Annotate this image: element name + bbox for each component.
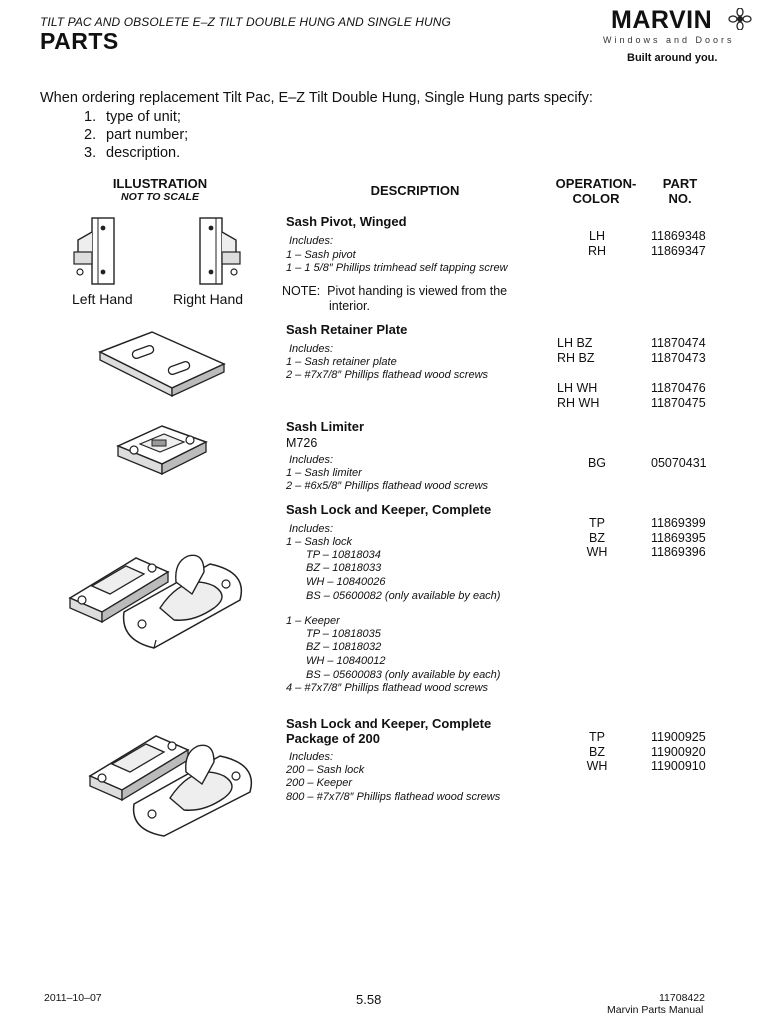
op-cell [560,730,634,774]
intro-text: When ordering replacement Tilt Pac, E–Z Tilt Double Hung, Single Hung parts specify: [40,90,593,106]
include-sub: BZ – 10818032 [306,641,382,653]
item-title-2: Package of 200 [286,731,380,746]
sash-limiter-illustration [112,416,212,486]
part-number: 11870473 [651,350,706,365]
part-number: 05070431 [651,456,707,470]
col-not-to-scale: NOT TO SCALE [121,191,199,203]
item-title: Sash Limiter [286,419,365,434]
step-text: description. [106,145,181,161]
include-sub: BS – 05600082 (only available by each) [306,590,501,602]
op-value: BG [587,456,607,470]
step-item [84,144,188,162]
part-number: 11869399 [651,516,706,530]
col-part-label: PART [662,176,698,191]
op-cell [557,336,595,365]
col-operation-color [548,176,644,206]
col-illustration [100,176,220,203]
part-cell [651,381,706,410]
sash-pivot-right-illustration [188,212,248,292]
include-sub: WH – 10840026 [306,576,386,588]
marvin-logo [597,6,757,70]
step-item [84,108,188,126]
part-number: 11900925 [651,730,706,744]
op-cell [560,229,634,258]
note-text-2: interior. [329,299,370,313]
op-value: WH [586,759,608,773]
include-line: 4 – #7x7/8″ Phillips flathead wood screws [286,682,489,694]
step-num: 2. [84,127,97,143]
item-title: Sash Pivot, Winged [286,214,407,229]
include-sub: BZ – 10818033 [306,562,382,574]
includes-label: Includes: [289,454,334,466]
step-item [84,126,188,144]
col-no-label: NO. [668,191,692,206]
op-cell [560,516,634,560]
item-title: Sash Lock and Keeper, Complete [286,716,492,731]
note-text: Pivot handing is viewed from the [327,284,508,298]
op-value: BZ [589,744,605,759]
intro-steps [84,108,188,162]
include-line: 200 – Keeper [286,777,353,789]
part-number: 11870476 [651,381,706,395]
logo-tagline: Built around you. [627,52,718,64]
pivot-note [282,284,507,299]
part-number: 11869348 [651,229,706,243]
col-illustration-label: ILLUSTRATION [112,176,208,191]
step-num: 3. [84,145,97,161]
include-sub: TP – 10818034 [306,549,381,561]
part-cell [651,336,706,365]
footer-date: 2011–10–07 [44,992,102,1004]
page-number: 5.58 [356,992,382,1007]
include-line: 1 – 1 5/8″ Phillips trimhead self tapping screw [286,262,508,274]
footer-doc-number: 11708422 [659,992,705,1004]
sash-retainer-plate-illustration [92,326,232,406]
col-description: DESCRIPTION [370,183,460,198]
op-value: RH [587,243,607,258]
item-title: Sash Retainer Plate [286,322,408,337]
op-value: LH WH [557,381,598,395]
includes-label: Includes: [289,235,334,247]
logo-sub: Windows and Doors [603,35,735,45]
step-num: 1. [84,109,97,125]
include-line: 1 – Sash retainer plate [286,356,397,368]
col-operation-label: OPERATION- [555,176,637,191]
note-label: NOTE: [282,284,321,298]
model-number: M726 [286,436,318,450]
include-line: 1 – Sash lock [286,536,353,548]
part-number: 11900920 [651,744,706,759]
step-text: type of unit; [106,109,181,125]
sash-pivot-left-illustration [66,212,126,292]
part-number: 11869396 [651,545,706,559]
part-number: 11900910 [651,759,706,773]
op-value: RH BZ [557,350,595,365]
part-number: 11870475 [651,395,706,410]
step-text: part number; [106,127,189,143]
flower-icon [727,8,753,30]
sash-lock-keeper-illustration [64,512,254,652]
op-value: LH BZ [557,336,593,350]
part-cell [651,730,706,774]
part-cell [651,516,706,560]
op-value: TP [589,730,605,744]
include-line: 200 – Sash lock [286,764,365,776]
col-part-no [652,176,708,206]
includes-label: Includes: [289,751,334,763]
footer-manual: Marvin Parts Manual [607,1004,704,1016]
sash-lock-keeper-package-illustration [84,700,274,840]
include-sub: TP – 10818035 [306,628,381,640]
op-cell [557,381,599,410]
part-number: 11869347 [651,243,706,258]
includes-label: Includes: [289,523,334,535]
include-line: 2 – #7x7/8″ Phillips flathead wood screws [286,369,489,381]
op-value: RH WH [557,395,600,410]
left-hand-label: Left Hand [72,291,133,307]
include-line: 1 – Sash pivot [286,249,356,261]
include-sub: BS – 05600083 (only available by each) [306,669,501,681]
include-line: 800 – #7x7/8″ Phillips flathead wood screws [286,791,501,803]
include-line: 1 – Keeper [286,615,340,627]
right-hand-label: Right Hand [173,291,244,307]
col-color-label: COLOR [572,191,620,206]
include-line: 2 – #6x5/8″ Phillips flathead wood screws [286,480,489,492]
part-cell [651,229,706,258]
op-value: BZ [589,530,605,545]
includes-label: Includes: [289,343,334,355]
include-sub: WH – 10840012 [306,655,386,667]
op-value: LH [589,229,605,243]
header-subtitle: TILT PAC AND OBSOLETE E–Z TILT DOUBLE HUNG AND SINGLE HUNG [40,15,451,29]
part-number: 11869395 [651,530,706,545]
op-value: WH [586,545,608,559]
logo-brand: MARVIN [611,6,713,34]
op-value: TP [589,516,605,530]
page-title: PARTS [40,28,119,54]
item-title: Sash Lock and Keeper, Complete [286,502,492,517]
include-line: 1 – Sash limiter [286,467,362,479]
part-number: 11870474 [651,336,706,350]
